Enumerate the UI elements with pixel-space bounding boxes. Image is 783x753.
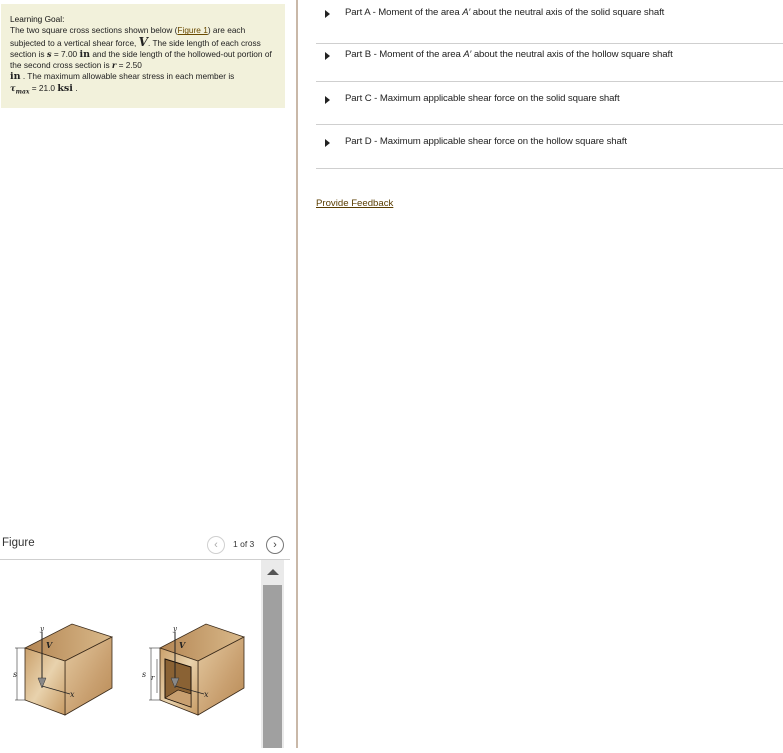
square-cross-sections-illustration [0,600,260,748]
goal-text-6: . [72,82,78,93]
tau-symbol: τ [10,82,16,93]
s-symbol: s [46,48,52,59]
tau-max-symbol [10,82,30,96]
part-b-label[interactable] [345,49,673,60]
svg-text:r: r [151,674,155,682]
part-a-text-2: about the neutral axis of the solid square shaft [470,7,665,18]
part-c-row[interactable] [316,81,783,125]
part-b-text: - Moment of the area [371,49,464,60]
part-c-prefix: Part C [345,93,372,104]
part-a-symbol: A′ [462,7,471,18]
scroll-up-button[interactable] [261,560,284,584]
svg-text:x: x [70,690,75,699]
s-value: = 7.00 [51,48,80,59]
triangle-up-icon [267,569,279,575]
part-a-prefix: Part A [345,7,370,18]
part-b-row[interactable] [316,38,783,82]
part-a-label[interactable] [345,7,664,18]
part-d-text: - Maximum applicable shear force on the hollow square shaft [371,136,627,147]
left-pane [0,0,296,748]
svg-text:y: y [173,625,177,633]
part-d-row[interactable] [316,125,783,169]
goal-text-3: . The side length of each cross section is [10,37,261,59]
goal-text [10,25,272,96]
chevron-right-icon: › [273,539,277,551]
part-d-prefix: Part D [345,136,372,147]
svg-text:V: V [179,640,186,650]
expand-arrow-icon [325,10,330,18]
shear-force-symbol: V [138,34,148,49]
expand-arrow-icon [325,139,330,147]
svg-text:s: s [13,670,18,679]
expand-arrow-icon [325,96,330,104]
learning-goal-title: Learning Goal: [10,14,65,24]
scrollbar-thumb[interactable] [263,585,282,748]
figure-header [0,530,290,560]
expand-arrow-icon [325,52,330,60]
part-a-text: - Moment of the area [370,7,463,18]
goal-text-2: ) are each subjected to a vertical shear force, [10,25,246,48]
part-b-prefix: Part B [345,49,372,60]
goal-text-4: and the side length of the hollowed-out portion of the second cross section is [10,48,272,71]
r-value: = 2.50 [116,60,142,71]
next-figure-button[interactable] [266,536,284,554]
figure-title: Figure [2,537,35,549]
svg-text:s: s [142,670,147,679]
figure-1-link[interactable]: Figure 1 [177,25,208,36]
r-symbol: r [111,60,117,71]
goal-text-5: . The maximum allowable shear stress in each member is [20,71,235,82]
part-c-text: - Maximum applicable shear force on the solid square shaft [371,93,620,104]
figure-scrollbar[interactable] [261,560,284,748]
provide-feedback-link[interactable]: Provide Feedback [316,198,394,209]
tau-subscript: max [15,88,30,96]
learning-goal-box [1,4,285,108]
svg-text:x: x [204,690,209,699]
unit-ksi: ksi [57,82,73,94]
solid-square-shaft [13,624,112,715]
part-b-symbol: A′ [463,49,472,60]
chevron-left-icon: ‹ [214,539,218,551]
svg-text:V: V [46,640,53,650]
part-d-label[interactable] [345,136,627,147]
hollow-square-shaft [142,624,244,715]
previous-figure-button[interactable] [207,536,225,554]
goal-text-1: The two square cross sections shown below ( [10,25,178,36]
figure-page-indicator: 1 of 3 [233,539,255,549]
part-c-label[interactable] [345,93,620,104]
tau-value: = 21.0 [29,82,58,93]
unit-in: in [79,48,91,60]
figure-image [0,600,260,748]
part-b-text-2: about the neutral axis of the hollow square shaft [471,49,673,60]
right-pane [298,0,783,748]
unit-in-2: in [10,71,21,83]
svg-text:y: y [40,625,44,633]
